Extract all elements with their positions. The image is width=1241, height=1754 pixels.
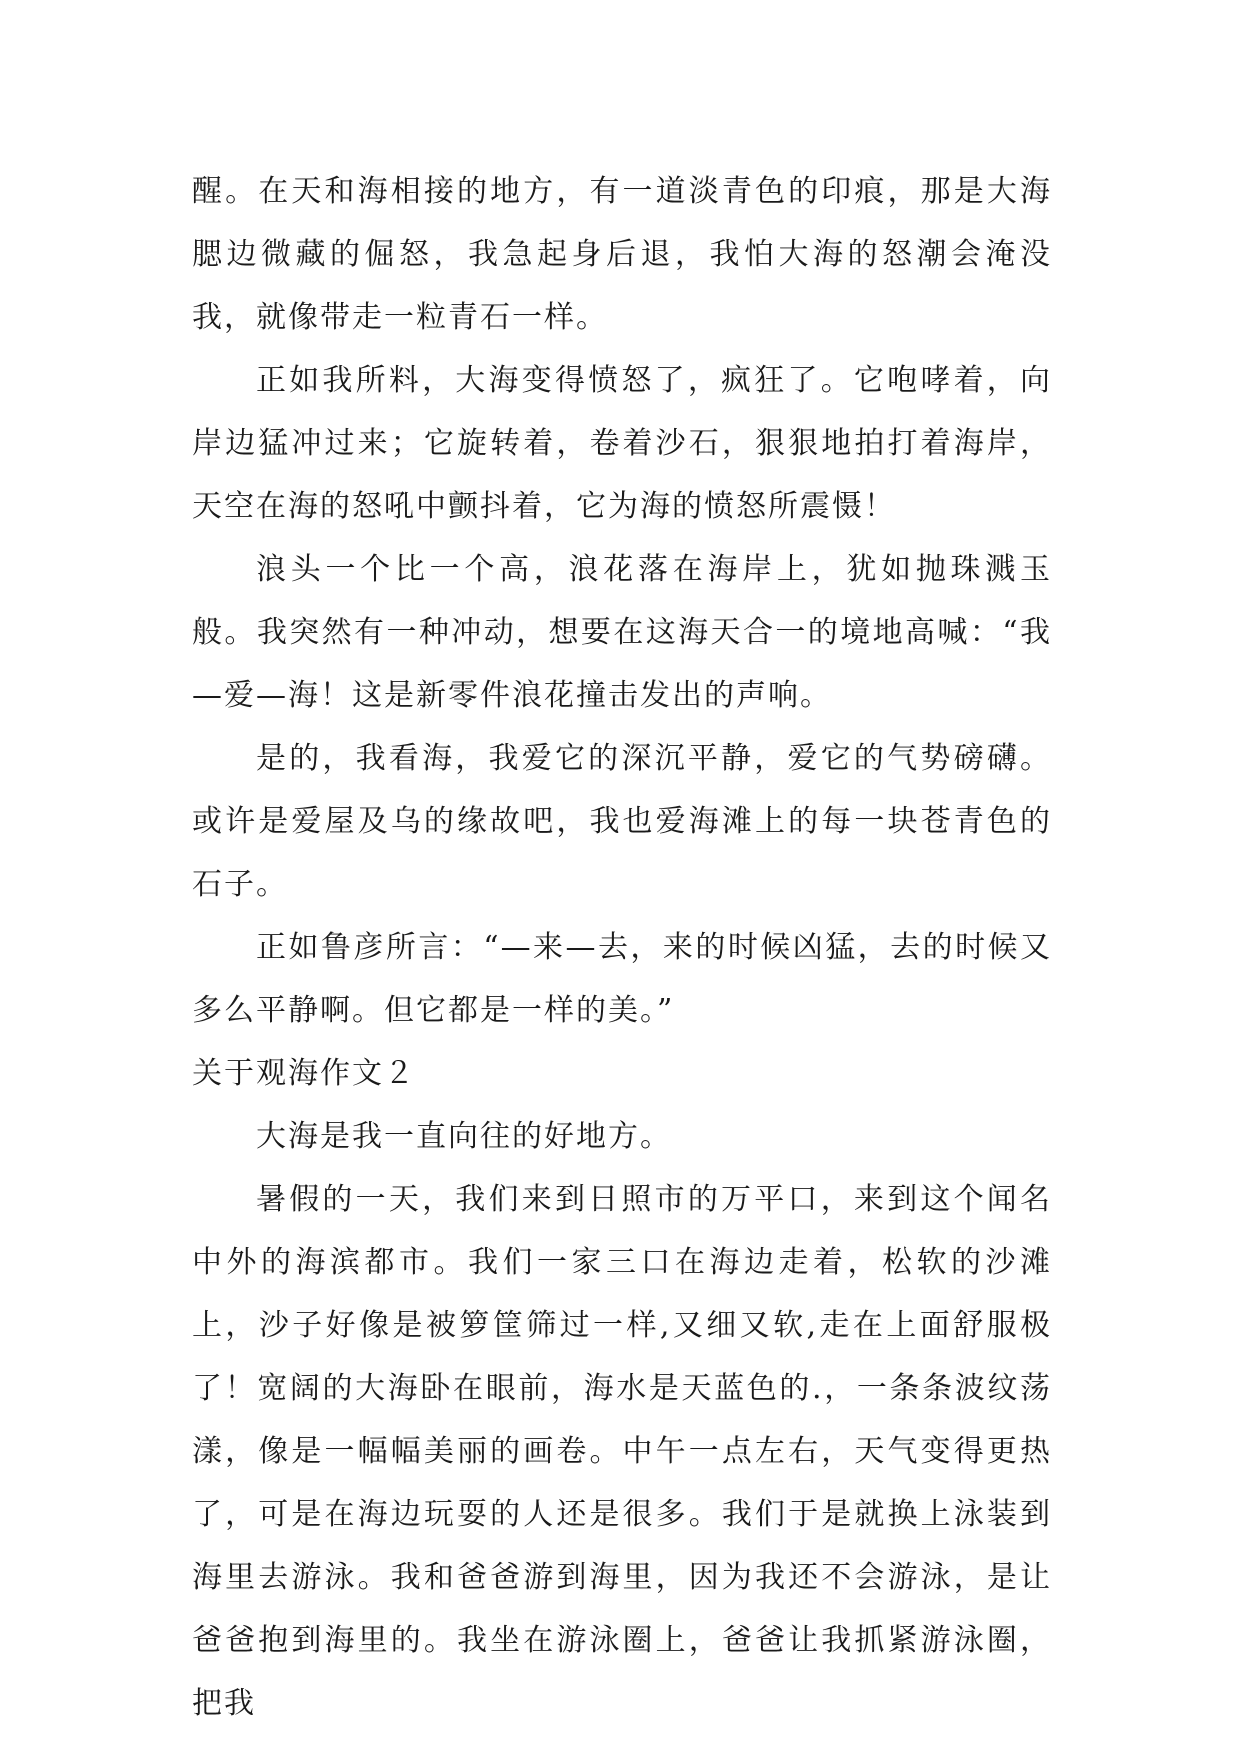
document-page (192, 160, 1052, 1735)
section-heading: 关于观海作文２ (192, 1056, 416, 1091)
paragraph: 大海是我一直向往的好地方。 (256, 1119, 672, 1154)
paragraph: 正如鲁彦所言：“—来—去，来的时候凶猛，去的时候又多么平静啊。但它都是一样的美。” (192, 930, 1052, 1028)
paragraph: 是的，我看海，我爱它的深沉平静，爱它的气势磅礴。或许是爱屋及乌的缘故吧，我也爱海滩上的每一块苍青色的石子。 (192, 741, 1052, 902)
paragraph: 浪头一个比一个高，浪花落在海岸上，犹如抛珠溅玉般。我突然有一种冲动，想要在这海天合一的境地高喊：“我—爱—海！这是新零件浪花撞击发出的声响。 (192, 552, 1052, 713)
paragraph: 醒。在天和海相接的地方，有一道淡青色的印痕，那是大海腮边微藏的倔怒，我急起身后退，我怕大海的怒潮会淹没我，就像带走一粒青石一样。 (192, 174, 1052, 335)
paragraph: 正如我所料，大海变得愤怒了，疯狂了。它咆哮着，向岸边猛冲过来；它旋转着，卷着沙石，狠狠地拍打着海岸，天空在海的怒吼中颤抖着，它为海的愤怒所震慑！ (192, 363, 1052, 524)
paragraph: 暑假的一天，我们来到日照市的万平口，来到这个闻名中外的海滨都市。我们一家三口在海边走着，松软的沙滩上，沙子好像是被箩筐筛过一样,又细又软,走在上面舒服极了！宽阔的大海卧在眼前，海水是天蓝色的.，一条条波纹荡漾，像是一幅幅美丽的画卷。中午一点左右，天气变得更热了，可是在海边玩耍的人还是很多。我们于是就换上泳装到海里去游泳。我和爸爸游到海里，因为我还不会游泳，是让爸爸抱到海里的。我坐在游泳圈上，爸爸让我抓紧游泳圈，把我 (192, 1182, 1052, 1721)
